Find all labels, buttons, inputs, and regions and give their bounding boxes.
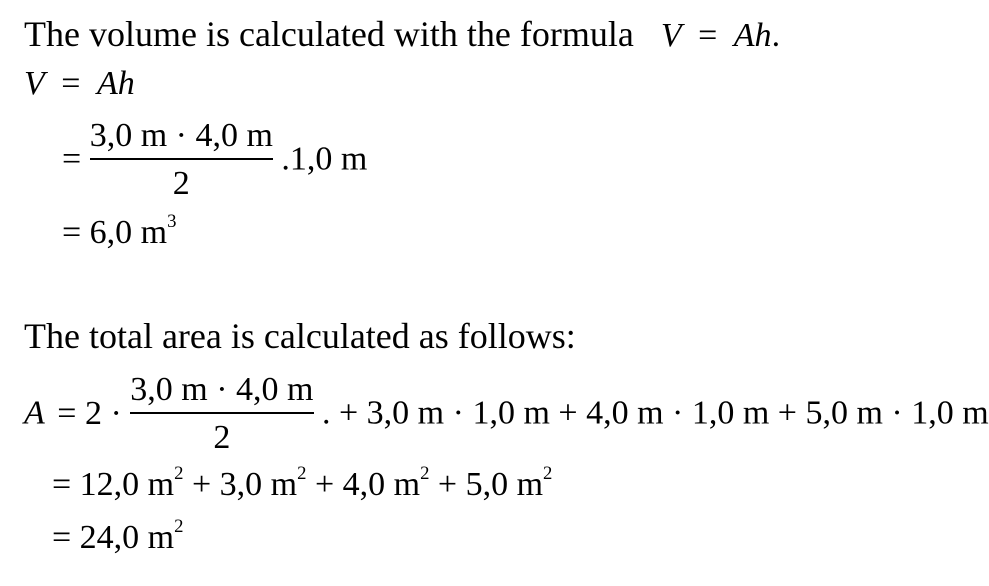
area-term: = 12,0 m (52, 466, 175, 503)
exponent: 2 (297, 463, 307, 485)
exponent: 2 (420, 463, 430, 485)
fraction-denominator: 2 (172, 164, 190, 202)
fraction-numerator: 3,0 m · 4,0 m (89, 117, 273, 154)
volume-intro-line (24, 16, 780, 53)
exponent: 3 (167, 211, 177, 233)
exponent: 2 (543, 463, 553, 485)
volume-result-line (62, 211, 177, 251)
exponent: 2 (174, 516, 184, 538)
volume-result-value: = 6,0 m (62, 214, 168, 251)
equals-sign: = (61, 65, 81, 102)
area-line-2 (52, 463, 553, 503)
area-height-product: Ah (733, 17, 772, 54)
area-result-value: = 24,0 m (52, 519, 175, 556)
volume-line-1 (24, 67, 135, 101)
area-line-1 (24, 372, 989, 455)
rectangle-areas-sum: . + 3,0 m · 1,0 m + 4,0 m · 1,0 m + 5,0 m · 1,0 m (322, 394, 989, 432)
fraction-bar (130, 412, 313, 414)
volume-line-2 (62, 118, 367, 201)
fraction-bar (90, 158, 273, 160)
area-symbol: A (24, 394, 45, 432)
period: . (771, 17, 781, 54)
fraction-numerator: 3,0 m · 4,0 m (130, 371, 314, 408)
volume-symbol: V (24, 65, 45, 102)
volume-intro-formula (661, 17, 780, 54)
equals-sign: = (698, 17, 718, 54)
area-term: + 5,0 m (437, 466, 544, 503)
area-prefix: = 2 · (57, 394, 122, 432)
area-result-line (52, 516, 184, 556)
area-height-product: Ah (96, 65, 135, 102)
volume-intro-text: The volume is calculated with the formula (24, 14, 634, 54)
exponent: 2 (174, 463, 184, 485)
area-intro-text: The total area is calculated as follows: (24, 316, 576, 356)
area-term: + 4,0 m (314, 466, 421, 503)
volume-symbol: V (660, 17, 682, 54)
area-term: + 3,0 m (191, 466, 298, 503)
triangle-area-fraction (90, 118, 273, 201)
height-factor: .1,0 m (281, 140, 368, 178)
triangle-area-fraction (130, 372, 313, 455)
fraction-denominator: 2 (213, 418, 231, 456)
equals-sign: = (62, 140, 82, 178)
